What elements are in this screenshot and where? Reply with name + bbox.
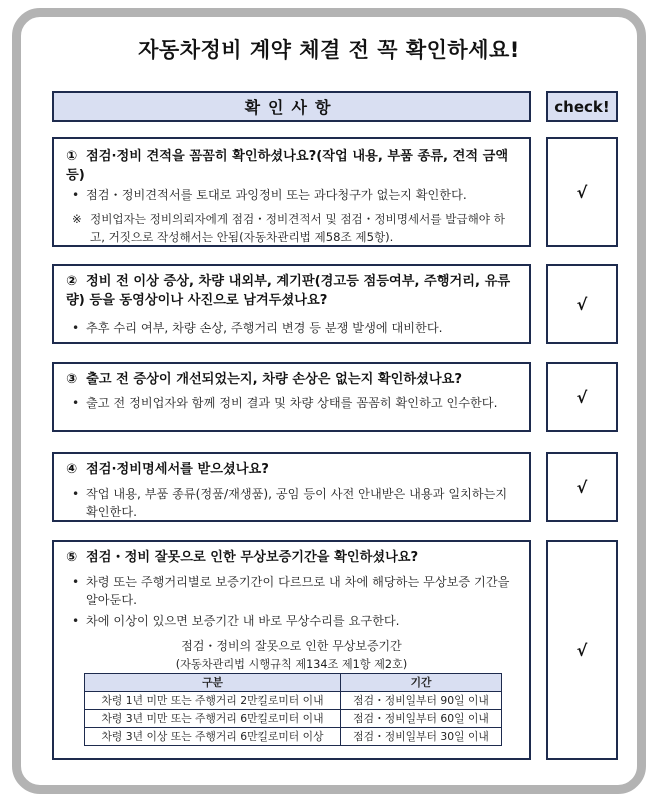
item-2-bullet-1-text: 추후 수리 여부, 차량 손상, 주행거리 변경 등 분쟁 발생에 대비한다. [86, 321, 443, 335]
table-row [85, 728, 502, 746]
item-3-bullet-1-text: 출고 전 정비업자와 함께 정비 결과 및 차량 상태를 꼼꼼히 확인하고 인수한다. [86, 396, 498, 410]
header-check-items: 확인사항 [52, 91, 531, 122]
bullet-icon: • [72, 575, 80, 589]
item-3-box [52, 362, 531, 432]
table-cell-category: 차령 1년 미만 또는 주행거리 2만킬로미터 이내 [85, 692, 341, 710]
table-cell-period: 점검・정비일부터 90일 이내 [341, 692, 502, 710]
item-3-number: ③ [66, 372, 78, 387]
item-1-bullet-1 [72, 186, 517, 204]
item-5-bullet-1-text: 차령 또는 주행거리별로 보증기간이 다르므로 내 차에 해당하는 무상보증 기간을 알아둔다. [86, 575, 510, 607]
item-3-bullet-1 [72, 394, 517, 412]
item-1-question [66, 147, 519, 185]
item-1-bullet-1-text: 점검・정비견적서를 토대로 과잉정비 또는 과다청구가 없는지 확인한다. [86, 188, 467, 202]
bullet-icon: • [72, 396, 80, 410]
item-1-question-text: 점검·정비 견적을 꼼꼼히 확인하셨나요?(작업 내용, 부품 종류, 견적 금액 등) [66, 149, 509, 183]
item-4-box [52, 452, 531, 522]
table-cell-period: 점검・정비일부터 30일 이내 [341, 728, 502, 746]
note-mark-icon: ※ [72, 212, 82, 226]
item-1-number: ① [66, 149, 78, 164]
warranty-table [84, 673, 502, 746]
table-row [85, 710, 502, 728]
item-2-question [66, 272, 519, 310]
warranty-table-source: (자동차관리법 시행규칙 제134조 제1항 제2호) [175, 658, 408, 671]
bullet-icon: • [72, 188, 80, 202]
item-5-bullet-2 [72, 612, 517, 630]
item-1-box [52, 137, 531, 247]
table-cell-category: 차령 3년 미만 또는 주행거리 6만킬로미터 이내 [85, 710, 341, 728]
item-2-question-text: 정비 전 이상 증상, 차량 내외부, 계기판(경고등 점등여부, 주행거리, 유류량) 등을 동영상이나 사진으로 남겨두셨나요? [66, 274, 511, 308]
item-5-bullet-2-text: 차에 이상이 있으면 보증기간 내 바로 무상수리를 요구한다. [86, 614, 400, 628]
item-5-check: √ [546, 540, 618, 760]
table-cell-category: 차령 3년 이상 또는 주행거리 6만킬로미터 이상 [85, 728, 341, 746]
item-3-question-text: 출고 전 증상이 개선되었는지, 차량 손상은 없는지 확인하셨나요? [86, 372, 463, 387]
item-1-note-text: 정비업자는 정비의뢰자에게 점검・정비견적서 및 점검・정비명세서를 발급해야 하고, 거짓으로 작성해서는 안됨(자동차관리법 제58조 제5항). [90, 212, 505, 244]
table-header-period: 기간 [341, 674, 502, 692]
table-header-row [85, 674, 502, 692]
item-5-question-text: 점검・정비 잘못으로 인한 무상보증기간을 확인하셨나요? [86, 550, 419, 565]
item-4-number: ④ [66, 462, 78, 477]
item-3-check: √ [546, 362, 618, 432]
item-4-bullet-1 [72, 485, 517, 521]
item-5-number: ⑤ [66, 550, 78, 565]
header-check: check! [546, 91, 618, 122]
item-4-check: √ [546, 452, 618, 522]
item-5-question [66, 548, 519, 567]
item-4-bullet-1-text: 작업 내용, 부품 종류(정품/재생품), 공임 등이 사전 안내받은 내용과 일치하는지 확인한다. [86, 487, 508, 519]
item-1-check: √ [546, 137, 618, 247]
table-row [85, 692, 502, 710]
item-2-bullet-1 [72, 319, 517, 337]
item-5-box [52, 540, 531, 760]
item-2-check: √ [546, 264, 618, 344]
item-5-bullet-1 [72, 573, 517, 609]
item-1-note [72, 210, 517, 246]
item-2-box [52, 264, 531, 344]
page-title: 자동차정비 계약 체결 전 꼭 확인하세요! [138, 38, 520, 62]
table-header-category: 구분 [85, 674, 341, 692]
warranty-table-title: 점검・정비의 잘못으로 인한 무상보증기간 [181, 639, 402, 653]
bullet-icon: • [72, 487, 80, 501]
item-4-question-text: 점검·정비명세서를 받으셨나요? [86, 462, 269, 477]
table-cell-period: 점검・정비일부터 60일 이내 [341, 710, 502, 728]
item-3-question [66, 370, 519, 389]
item-2-number: ② [66, 274, 78, 289]
bullet-icon: • [72, 614, 80, 628]
item-4-question [66, 460, 519, 479]
bullet-icon: • [72, 321, 80, 335]
